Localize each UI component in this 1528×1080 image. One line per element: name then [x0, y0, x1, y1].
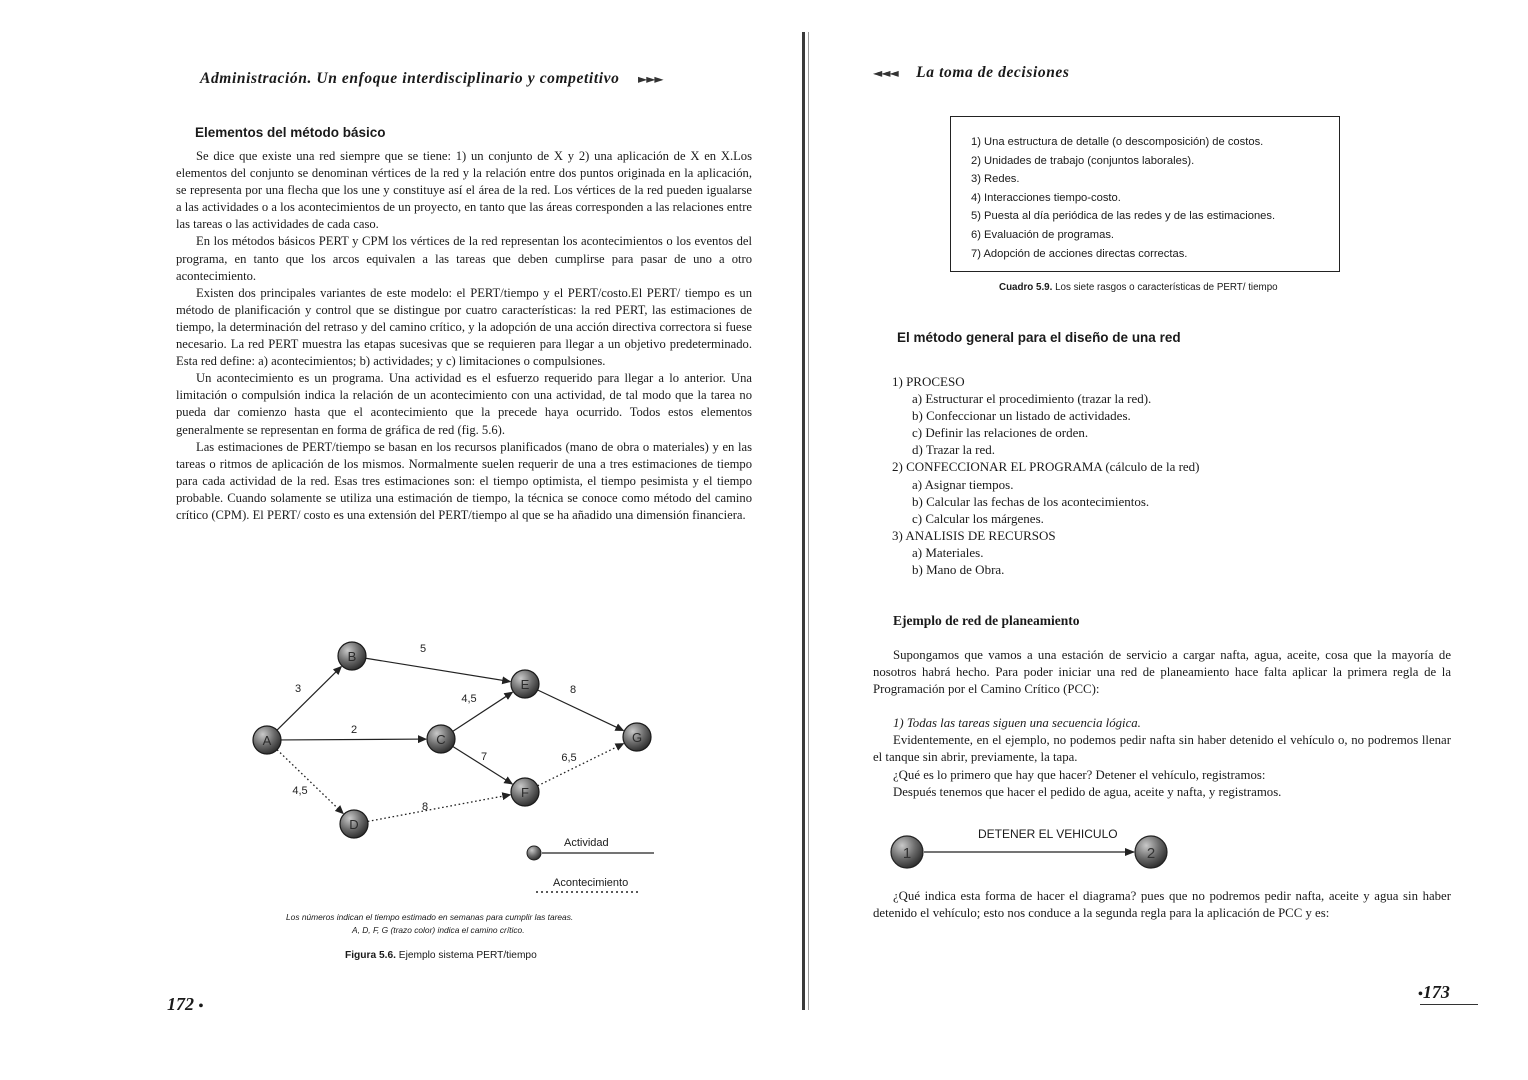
right-running-head-arrows: ◄◄◄ [873, 66, 898, 80]
paragraph: Las estimaciones de PERT/tiempo se basan en los recursos planificados (mano de obra o materiales) y en las tareas o ritmos de aplicación de los mismos. Normalmente suelen requerir de una a tres estimaciones de tiempo para cada actividad de la red. Esas tres estimaciones son: el tiempo optimista, el tiempo pesimista y el tiempo probable. Cuando solamente se utiliza una estimación de tiempo, la técnica se conoce como método del camino crítico (CPM). El PERT/ costo es una extensión del PERT/tiempo al que se ha añadido una dimensión financiera. [176, 439, 752, 522]
edge-label-A-C: 2 [350, 724, 358, 736]
figure-note-2: A, D, F, G (trazo color) indica el camino crítico. [352, 925, 525, 935]
left-section-title: Elementos del método básico [195, 125, 386, 140]
edge-label-C-F: 7 [480, 751, 488, 763]
figure-legend [524, 842, 660, 900]
list-item: 3) Redes. [971, 173, 1020, 186]
paragraph: En los métodos básicos PERT y CPM los vértices de la red representan los acontecimientos o los eventos del programa, en tanto que los arcos equivalen a las tareas que deben cumplirse para pasar de uno a otro acontecimiento. [176, 234, 752, 283]
edge-F-G [538, 744, 624, 786]
left-page-number: 172 • [167, 994, 204, 1014]
page-gutter-shadow [808, 32, 809, 1010]
list-item: a) Estructurar el procedimiento (trazar la red). [912, 391, 1152, 407]
pert-features-list [971, 133, 1325, 263]
figure-caption: Figura 5.6. Ejemplo sistema PERT/tiempo [345, 950, 537, 961]
pert-features-box [950, 116, 1340, 272]
paragraph: Se dice que existe una red siempre que se tiene: 1) un conjunto de X y 2) una aplicación de X en X.Los elementos del conjunto se denominan vértices de la red y la relación entre dos puntos originada en la aplicación, se representa por una flecha que los une y constituye así el área de la red. Los vértices de la red pueden igualarse a las actividades o a los acontecimientos de un proyecto, en tanto que las áreas corresponden a las relaciones entre las tareas o las actividades de cada caso. [176, 149, 752, 232]
legend-event-label: Acontecimiento [553, 877, 629, 889]
pert-network-figure [240, 630, 680, 860]
paragraph: Supongamos que vamos a una estación de servicio a cargar nafta, agua, aceite, cosa que la mayoría de nosotros habrá hecho. Para poder iniciar una red de planeamiento hace falta aplicar la primera regla de la Programación por el Camino Crítico (PCC): [873, 648, 1451, 697]
paragraph: Evidentemente, en el ejemplo, no podemos pedir nafta sin haber detenido el vehículo o, no podremos llenar el tanque sin abrir, previamente, la tapa. [873, 733, 1451, 765]
list-item: 7) Adopción de acciones directas correctas. [971, 247, 1188, 260]
list-item: 4) Interacciones tiempo-costo. [971, 191, 1121, 204]
process-list [892, 373, 1200, 578]
figure-note-1: Los números indican el tiempo estimado en semanas para cumplir las tareas. [286, 912, 574, 922]
node-label-B: B [347, 649, 357, 664]
edge-A-B [277, 667, 341, 731]
node-label-F: F [521, 785, 529, 800]
paragraph: ¿Qué indica esta forma de hacer el diagrama? pues que no podremos pedir nafta, aceite y agua sin haber detenido el vehículo; esto nos conduce a la segunda regla para la aplicación de PCC y es: [873, 889, 1451, 921]
right-section-title: El método general para el diseño de una red [897, 330, 1181, 345]
list-item: c) Calcular los márgenes. [912, 510, 1044, 526]
right-body-text [873, 647, 1451, 801]
node-label-G: G [631, 730, 643, 745]
diagram-arrow-label: DETENER EL VEHICULO [978, 827, 1118, 841]
right-body-text-2 [873, 888, 1451, 922]
list-item: d) Trazar la red. [912, 442, 996, 458]
list-item: 5) Puesta al día periódica de las redes y de las estimaciones. [971, 210, 1276, 223]
list-item: a) Asignar tiempos. [912, 476, 1014, 492]
legend-node-icon [527, 846, 541, 860]
diagram-node-start-label: 1 [902, 845, 912, 862]
edge-label-A-B: 3 [294, 683, 302, 695]
edge-label-C-E: 4,5 [461, 693, 477, 705]
edge-label-B-E: 5 [419, 643, 427, 655]
list-item: 3) ANALISIS DE RECURSOS [892, 527, 1056, 543]
list-item: c) Definir las relaciones de orden. [912, 425, 1089, 441]
list-item: 6) Evaluación de programas. [971, 228, 1115, 241]
example-title: Ejemplo de red de planeamiento [893, 613, 1080, 628]
legend-activity-label: Actividad [564, 837, 609, 849]
rule-1: 1) Todas las tareas siguen una secuencia lógica. [893, 716, 1141, 731]
paragraph: Después tenemos que hacer el pedido de agua, aceite y nafta, y registramos. [893, 784, 1282, 799]
edge-label-A-D: 4,5 [292, 785, 308, 797]
page-number-rule [1420, 1004, 1478, 1005]
paragraph: Existen dos principales variantes de este modelo: el PERT/tiempo y el PERT/costo.El PERT/ tiempo es un método de planificación y control que se distingue por cuatro características: la red PERT, las estimaciones de tiempo, la determinación del retraso y del camino crítico, y la adopción de una acción directiva correctora si fuese necesario. La red PERT muestra las etapas sucesivas que se requieren para llegar a un objetivo predeterminado. Esta red define: a) acontecimientos; b) actividades; y c) limitaciones o compulsiones. [176, 285, 752, 369]
list-item: 2) Unidades de trabajo (conjuntos laborales). [971, 154, 1195, 167]
right-running-head: ◄◄◄ La toma de decisiones [873, 64, 1070, 81]
left-body-text [176, 148, 752, 524]
edge-label-F-G: 6,5 [561, 752, 577, 764]
edge-label-D-F: 8 [421, 801, 429, 813]
list-item: 2) CONFECCIONAR EL PROGRAMA (cálculo de la red) [892, 459, 1200, 475]
right-page-number: •173 [1418, 982, 1450, 1002]
page-gutter [802, 32, 805, 1010]
edge-label-E-G: 8 [569, 684, 577, 696]
edge-A-D [277, 750, 343, 814]
list-item: 1) Una estructura de detalle (o descomposición) de costos. [971, 136, 1264, 148]
list-item: a) Materiales. [912, 544, 984, 560]
box-caption: Cuadro 5.9. Los siete rasgos o características de PERT/ tiempo [999, 282, 1278, 293]
diagram-node-end-label: 2 [1146, 845, 1156, 862]
paragraph: ¿Qué es lo primero que hay que hacer? Detener el vehículo, registramos: [893, 767, 1266, 782]
edge-E-G [538, 690, 624, 731]
node-label-D: D [349, 817, 359, 832]
node-label-A: A [262, 733, 272, 748]
edge-D-F [368, 795, 510, 822]
left-running-head-arrows: ►►► [637, 72, 663, 86]
edge-A-C [281, 739, 426, 740]
list-item: 1) PROCESO [892, 374, 965, 389]
list-item: b) Mano de Obra. [912, 562, 1005, 578]
list-item: b) Calcular las fechas de los acontecimientos. [912, 493, 1150, 509]
left-running-head: Administración. Un enfoque interdisciplinario y competitivo ►►► [200, 70, 663, 87]
paragraph: Un acontecimiento es un programa. Una actividad es el esfuerzo requerido para llegar a lo anterior. Una limitación o compulsión indica la relación de un acontecimiento con una actividad, de tal modo que la tarea no pueda dar comienzo hasta que el acontecimiento que la precede haya ocurrido. Todos estos elementos generalmente se representan en forma de gráfica de red (fig. 5.6). [176, 371, 752, 437]
edge-B-E [366, 658, 510, 681]
list-item: b) Confeccionar un listado de actividades. [912, 408, 1131, 424]
node-label-E: E [520, 677, 530, 692]
node-label-C: C [436, 732, 446, 747]
